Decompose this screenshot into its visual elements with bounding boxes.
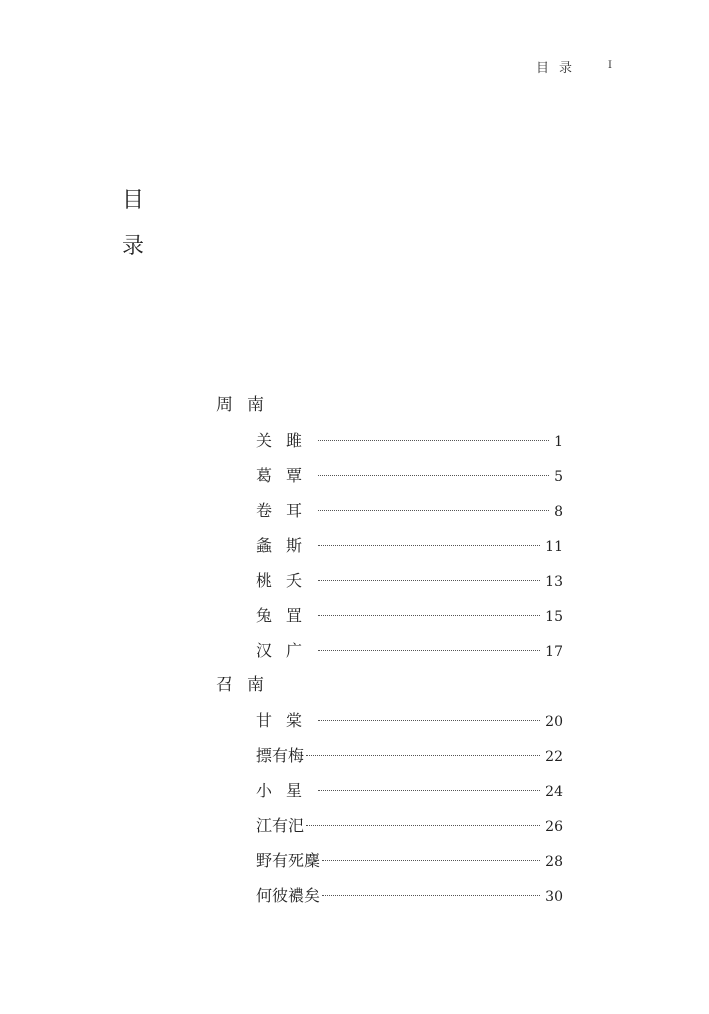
dot-leader [318,790,540,791]
dot-leader [318,580,540,581]
section-heading-shaonan: 召南 [216,675,278,695]
toc-entry-title: 关雎 [256,431,317,450]
toc-entry[interactable] [256,738,563,773]
toc-entry[interactable] [256,598,563,633]
toc-entry-title: 野有死麇 [256,851,321,870]
toc-entry-title: 葛覃 [256,466,317,485]
toc-entry-title: 江有汜 [256,816,305,835]
toc-entry-page: 5 [554,469,563,485]
toc-entry-title: 摽有梅 [256,746,305,765]
page-title-char: 目 [122,188,145,213]
toc-entry-page: 26 [545,819,563,835]
toc-entry[interactable] [256,773,563,808]
toc-entry[interactable] [256,528,563,563]
dot-leader [306,825,540,826]
toc-entry-page: 20 [545,714,563,730]
toc-entry[interactable] [256,878,563,913]
toc-entry[interactable] [256,563,563,598]
toc-entry-title: 兔罝 [256,606,317,625]
toc-entry-page: 1 [554,434,563,450]
toc-entry[interactable] [256,493,563,528]
dot-leader [318,650,540,651]
toc-entry-title: 螽斯 [256,536,317,555]
toc-entry-title: 卷耳 [256,501,317,520]
toc-entry-page: 24 [545,784,563,800]
toc-entry[interactable] [256,458,563,493]
toc-entry-page: 17 [545,644,563,660]
toc-entry-title: 汉广 [256,641,317,660]
dot-leader [318,440,549,441]
toc-entry[interactable] [256,808,563,843]
toc-entry[interactable] [256,703,563,738]
toc-entry-page: 13 [545,574,563,590]
toc-entry[interactable] [256,843,563,878]
toc-entry-page: 28 [545,854,563,870]
dot-leader [318,615,540,616]
toc-entry-title: 甘棠 [256,711,317,730]
toc-entry-page: 11 [545,539,563,555]
dot-leader [318,510,549,511]
toc-entry-page: 22 [545,749,563,765]
toc-entry-title: 桃夭 [256,571,317,590]
page-number: I [608,60,612,71]
toc-entry[interactable] [256,633,563,668]
page-title [122,178,148,270]
toc-entry[interactable] [256,423,563,458]
running-head-title: 目录 [536,61,583,76]
toc-entry-title: 小星 [256,781,317,800]
dot-leader [318,545,540,546]
dot-leader [322,860,540,861]
toc-entry-page: 8 [554,504,563,520]
section-heading-zhounan: 周南 [216,395,278,415]
table-of-contents [216,388,563,913]
toc-entry-page: 15 [545,609,563,625]
dot-leader [322,895,540,896]
toc-entry-page: 30 [545,889,563,905]
page-title-char: 录 [122,234,145,259]
toc-entry-title: 何彼襛矣 [256,886,321,905]
dot-leader [306,755,540,756]
dot-leader [318,475,549,476]
dot-leader [318,720,540,721]
